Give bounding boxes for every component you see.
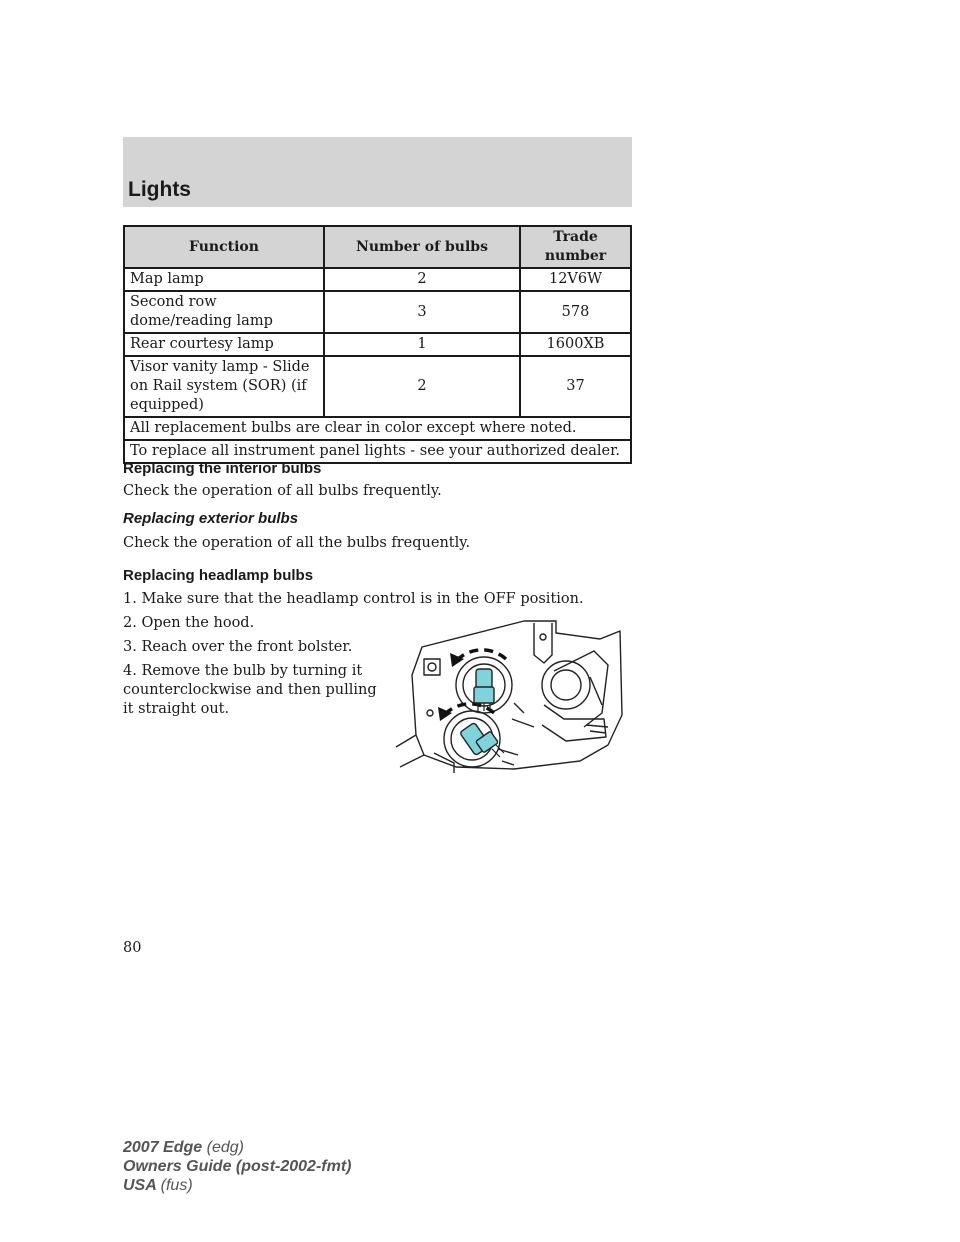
step-4: 4. Remove the bulb by turning it counterclockwise and then pulling it straight out. [123,663,377,717]
cell-count: 2 [324,268,520,291]
page-number: 80 [123,940,142,956]
bulb-table [123,225,632,464]
cell-trade: 12V6W [520,268,631,291]
table-note: To replace all instrument panel lights - see your authorized dealer. [124,440,631,463]
section-title: Lights [128,178,191,201]
cell-trade: 37 [520,356,631,417]
headlamp-assembly-illustration [394,615,634,775]
footer-model-code: (edg) [206,1139,244,1156]
cell-function: Second row dome/reading lamp [124,291,324,333]
cell-function: Visor vanity lamp - Slide on Rail system (SOR) (if equipped) [124,356,324,417]
cell-function: Rear courtesy lamp [124,333,324,356]
table-note-row [124,417,631,440]
cell-count: 2 [324,356,520,417]
footer-market-code: (fus) [160,1177,193,1194]
cell-count: 3 [324,291,520,333]
cell-function: Map lamp [124,268,324,291]
column-header-trade: Trade number [520,226,631,268]
section-header-band [123,137,632,207]
table-row [124,268,631,291]
exterior-bulbs-heading: Replacing exterior bulbs [123,510,299,527]
cell-trade: 1600XB [520,333,631,356]
step-2: 2. Open the hood. [123,615,255,631]
column-header-count: Number of bulbs [324,226,520,268]
document-footer [123,1138,351,1195]
exterior-bulbs-text: Check the operation of all the bulbs frequently. [123,535,471,551]
interior-bulbs-text: Check the operation of all bulbs frequently. [123,483,442,499]
footer-market: USA [123,1177,157,1194]
column-header-function: Function [124,226,324,268]
table-row [124,356,631,417]
table-header-row [124,226,631,268]
step-1: 1. Make sure that the headlamp control is in the OFF position. [123,591,584,607]
table-note: All replacement bulbs are clear in color except where noted. [124,417,631,440]
table-row [124,291,631,333]
footer-line-2: Owners Guide (post-2002-fmt) [123,1158,352,1175]
footer-model: 2007 Edge [123,1139,203,1156]
step-3: 3. Reach over the front bolster. [123,639,353,655]
cell-count: 1 [324,333,520,356]
table-row [124,333,631,356]
footer-line-1 [123,1138,351,1157]
interior-bulbs-heading: Replacing the interior bulbs [123,460,322,477]
cell-trade: 578 [520,291,631,333]
footer-line-3 [123,1176,351,1195]
headlamp-bulbs-heading: Replacing headlamp bulbs [123,567,314,584]
